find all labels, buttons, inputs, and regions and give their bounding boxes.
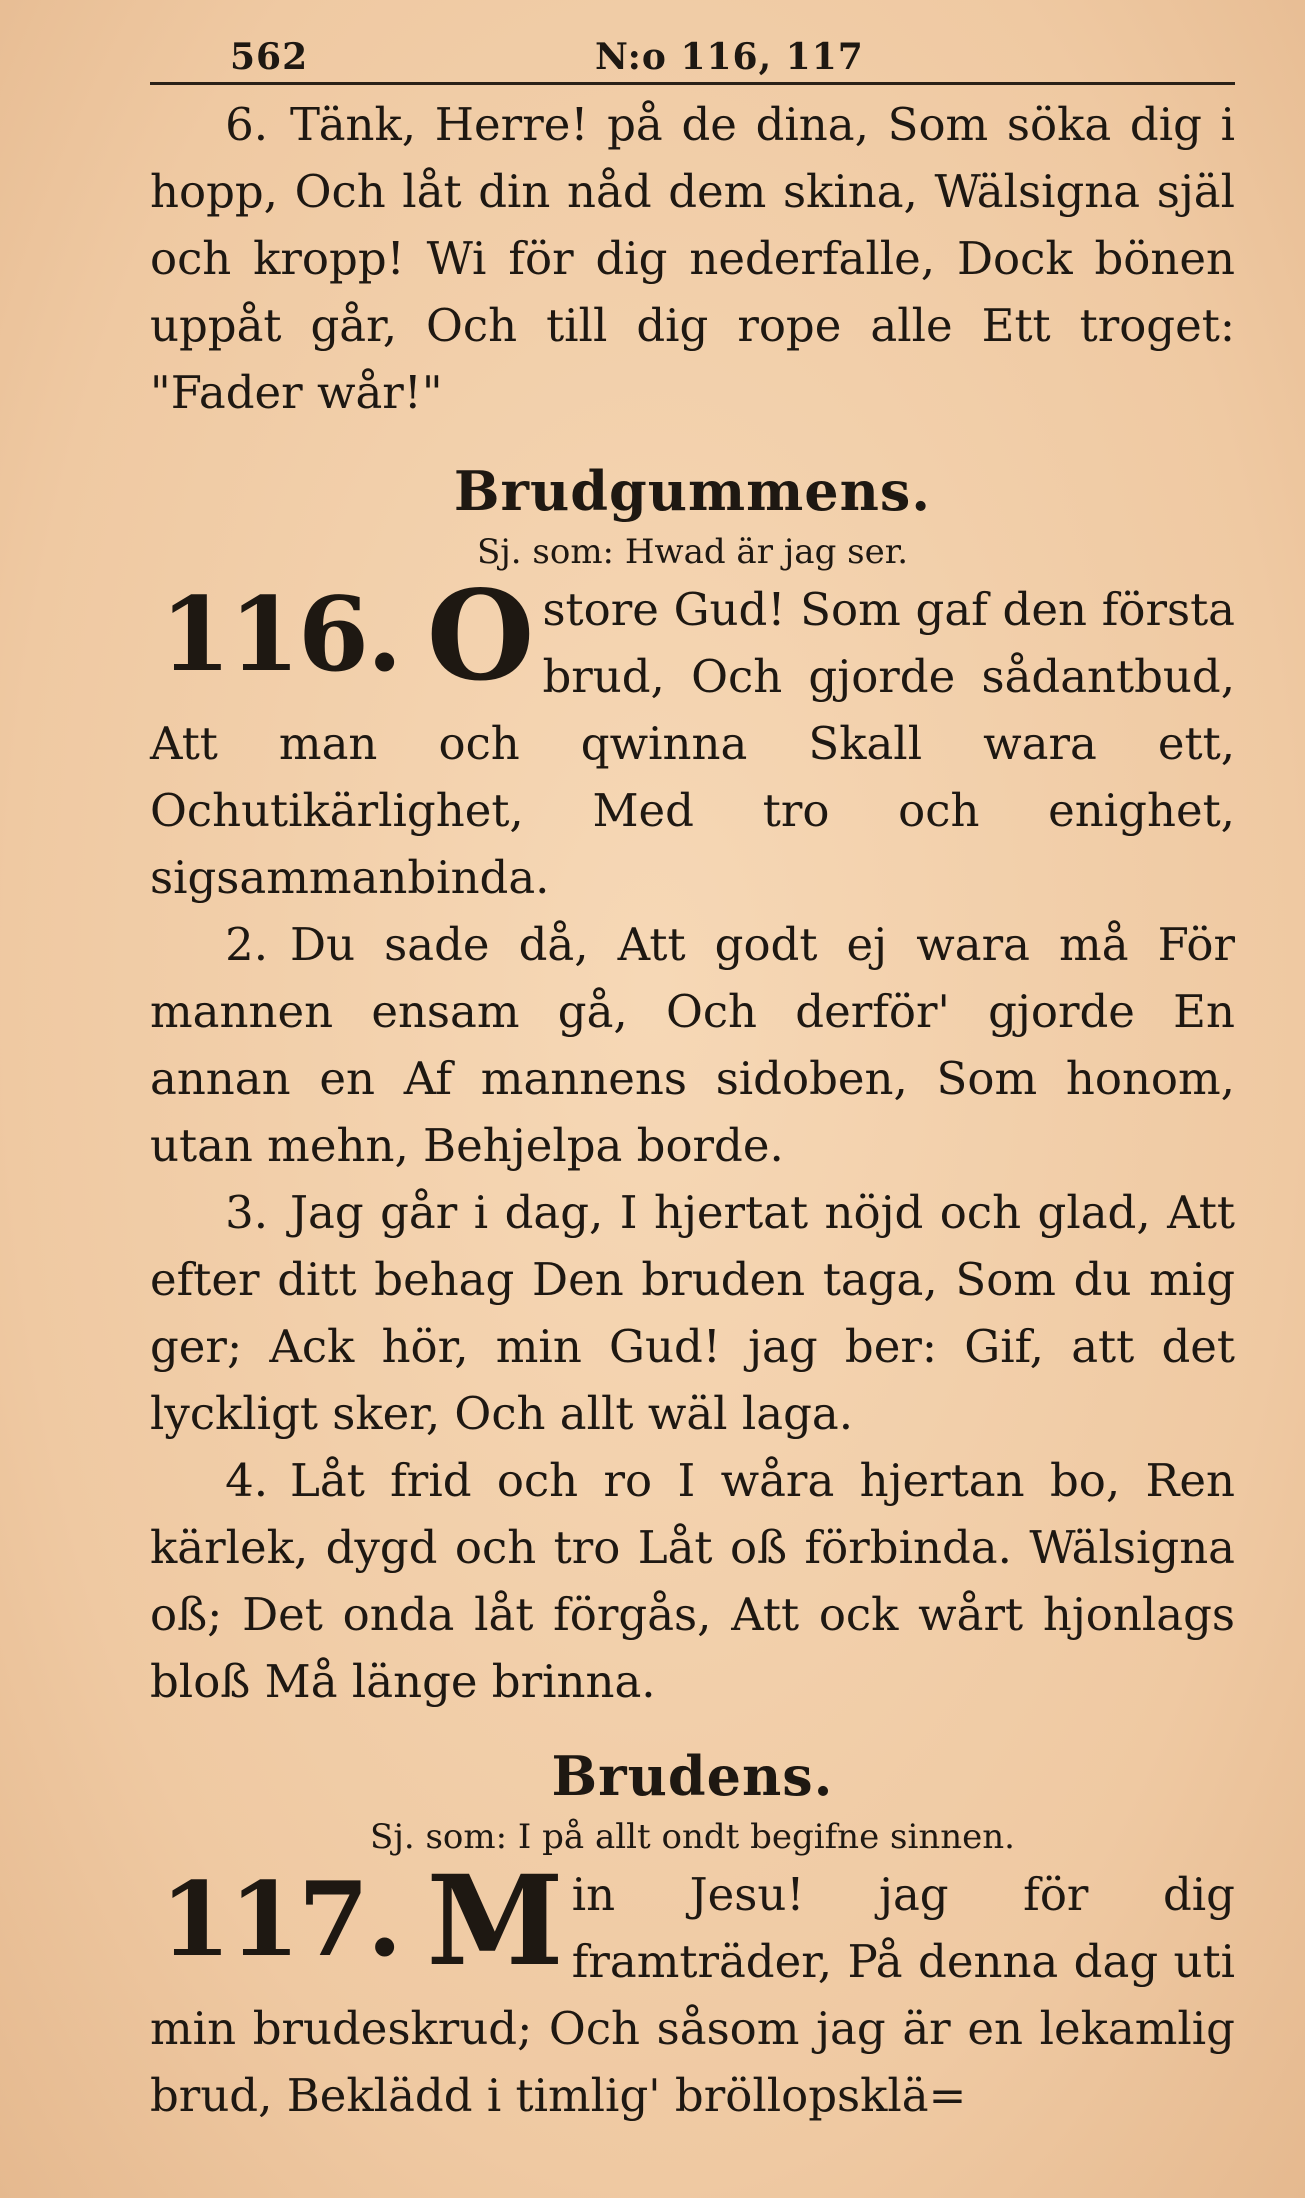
hymn-116-melody: Sj. som: Hwad är jag ser. xyxy=(476,532,909,572)
stanza-text: Jag går i dag, I hjertat nöjd och glad, Att efter ditt behag Den bruden taga, Som du mig ger; Ack hör, min Gud! jag ber: Gif, att det lyckligt sker, Och allt wäl laga. xyxy=(150,1186,1235,1440)
hymn-116-stanza-1 xyxy=(150,564,1235,911)
stanza-number: 4. xyxy=(225,1454,268,1507)
hymn-116-stanza-2 xyxy=(150,911,1235,1179)
stanza-text: store Gud! Som gaf den första brud, Och gjorde sådantbud, Att man och qwinna Skall wara ett, Ochutikärlighet, Med tro och enighet, sigsammanbinda. xyxy=(150,583,1235,904)
stanza-text: Du sade då, Att godt ej wara må För mannen ensam gå, Och derför' gjorde En annan en Af mannens sidoben, Som honom, utan mehn, Behjelpa borde. xyxy=(150,918,1235,1172)
hymn-116-stanza-4 xyxy=(150,1447,1235,1715)
hymn-numbers-header: N:o 116, 117 xyxy=(595,36,864,78)
hymn-116-stanza-3 xyxy=(150,1179,1235,1447)
stanza-number: 3. xyxy=(225,1186,268,1239)
page-number: 562 xyxy=(230,36,309,78)
stanza-number: 2. xyxy=(225,918,268,971)
hymn-116-title: Brudgummens. xyxy=(453,459,932,523)
stanza-text: Tänk, Herre! på de dina, Som söka dig i hopp, Och låt din nåd dem skina, Wälsigna själ och kropp! Wi för dig nederfalle, Dock bönen uppåt går, Och till dig rope alle Ett troget: "Fader wår!" xyxy=(150,98,1235,419)
stanza-text: Låt frid och ro I wåra hjertan bo, Ren kärlek, dygd och tro Låt oß förbinda. Wälsigna oß; Det onda låt förgås, Att ock wårt hjonlags bloß Må länge brinna. xyxy=(150,1454,1235,1708)
hymn-117-melody: Sj. som: I på allt ondt begifne sinnen. xyxy=(370,1817,1015,1857)
stanza-number: 6. xyxy=(225,98,268,151)
hymn-116-number: 116. xyxy=(160,575,401,695)
running-head xyxy=(150,30,1235,85)
stanza-6-prev-hymn xyxy=(150,91,1235,426)
hymn-117-initial: M xyxy=(426,1849,564,1994)
stanza-text: in Jesu! jag för dig framträder, På denna dag uti min brudeskrud; Och såsom jag är en lekamlig brud, Beklädd i timlig' bröllopsklä= xyxy=(150,1868,1235,2122)
hymn-117-title: Brudens. xyxy=(551,1744,834,1808)
hymn-116-initial: O xyxy=(426,564,535,709)
hymn-117-stanza-1 xyxy=(150,1849,1235,2129)
hymn-117-number: 117. xyxy=(160,1860,401,1980)
